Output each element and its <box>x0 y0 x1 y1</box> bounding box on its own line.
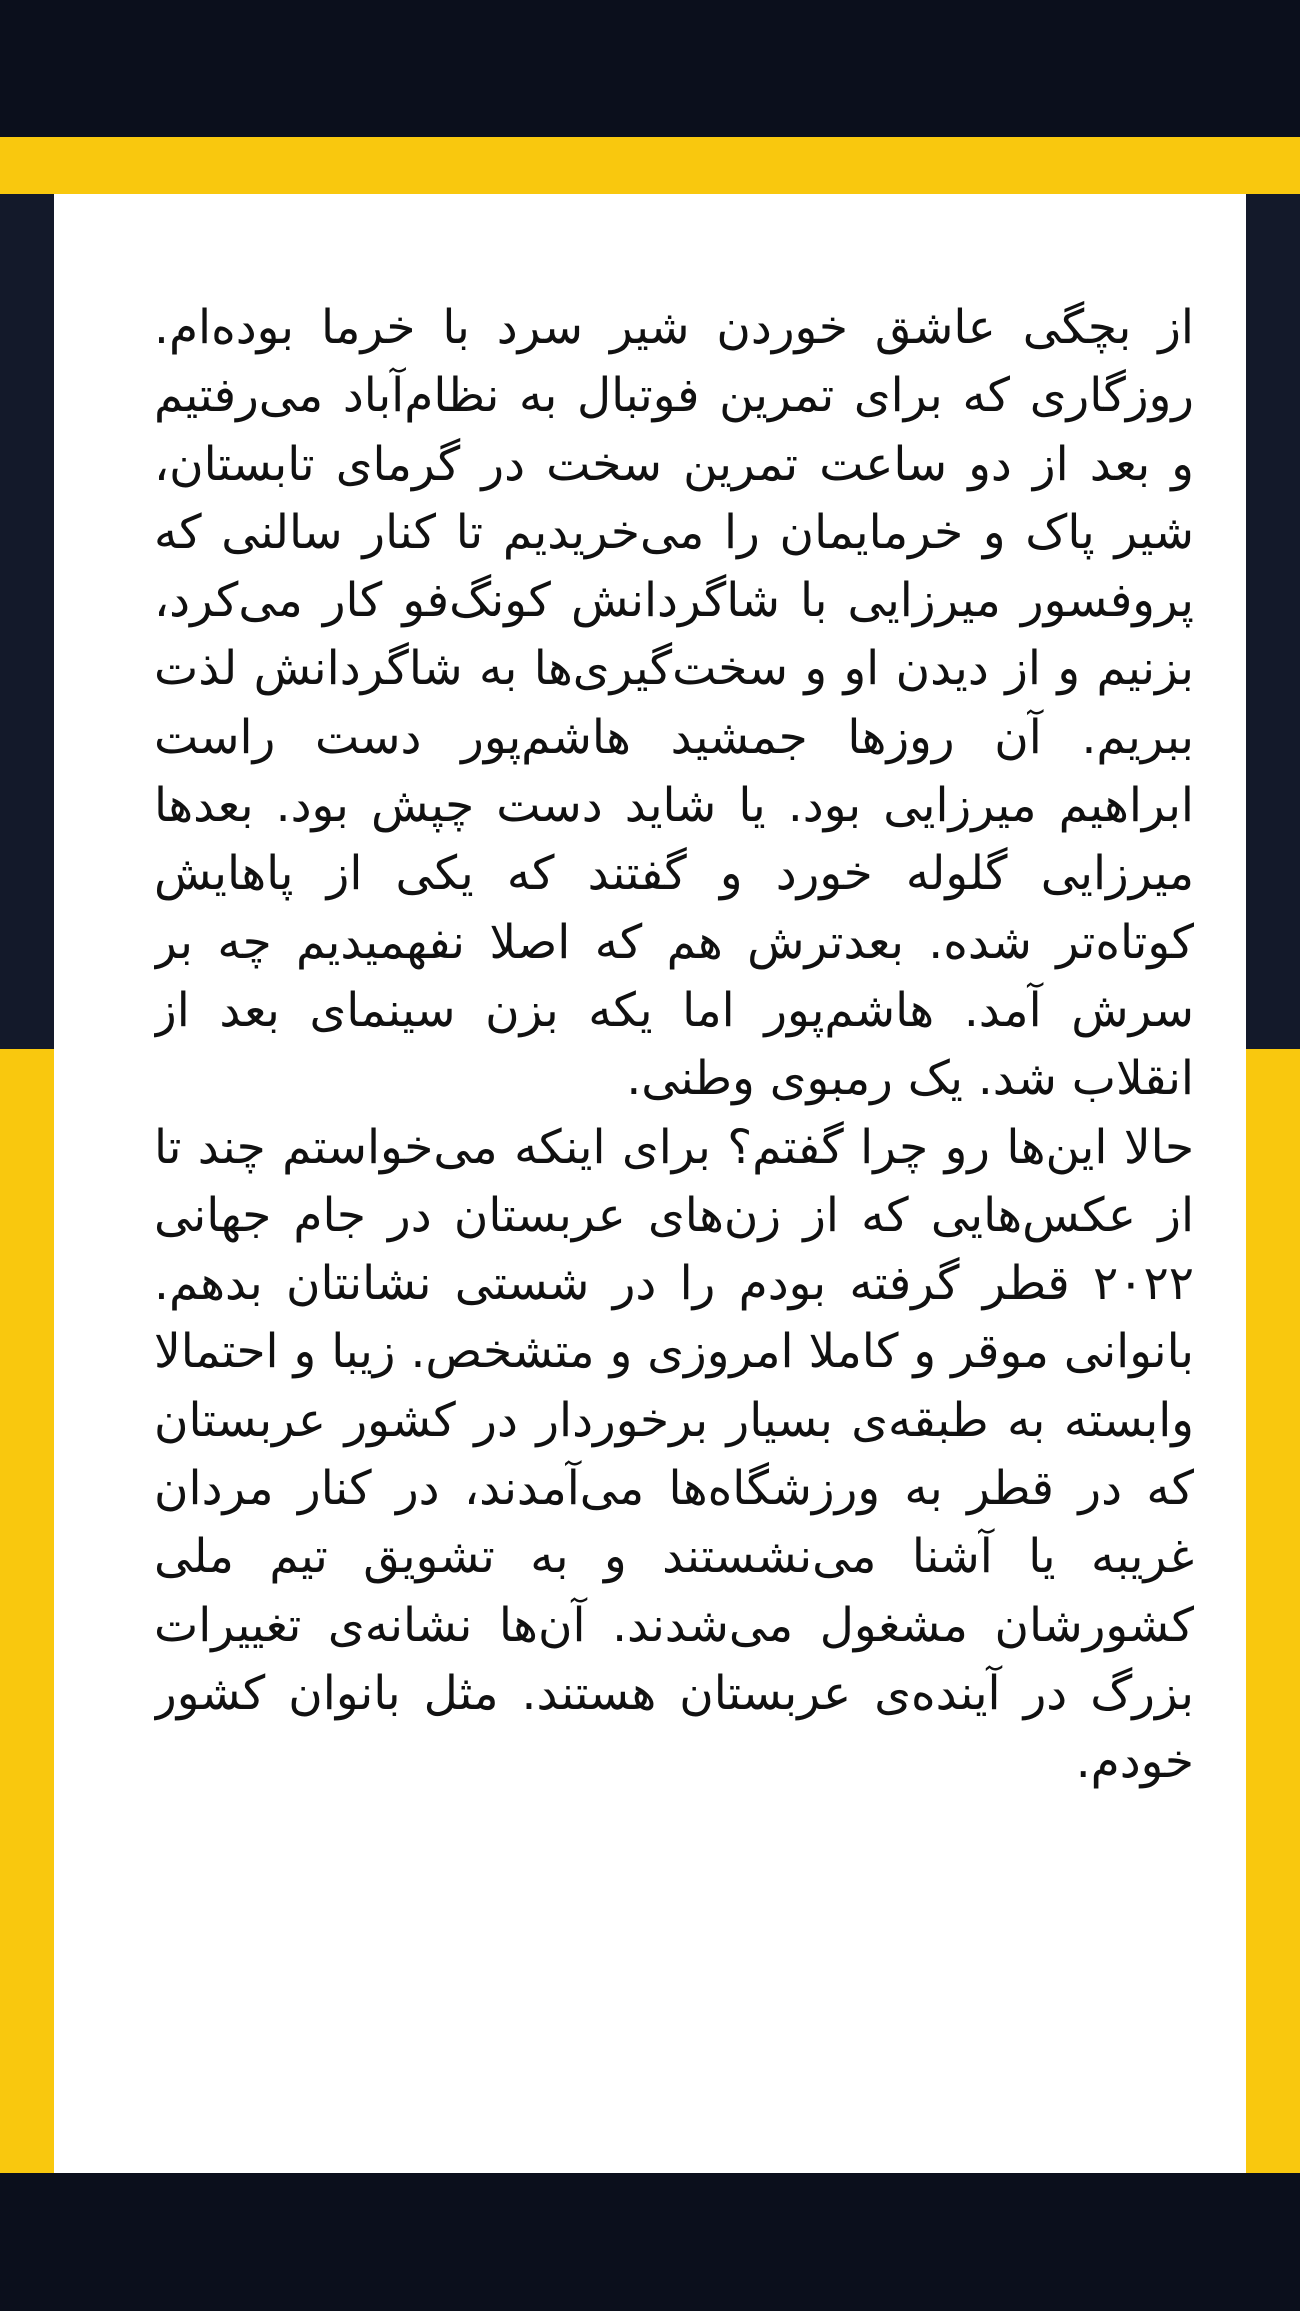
top-dark-band <box>0 0 1300 137</box>
yellow-accent-strip <box>0 137 1300 194</box>
article-paragraph-1: از بچگی عاشق خوردن شیر سرد با خرما بوده‌ام. روزگاری که برای تمرین فوتبال به نظام‌آباد می‌رفتیم و بعد از دو ساعت تمرین سخت در گرمای تابستان، شیر پاک و خرمایمان را می‌خریدیم تا کنار سالنی که پروفسور میرزایی با شاگردانش کونگ‌فو کار می‌کرد، بزنیم و از دیدن او و سخت‌گیری‌ها به شاگردانش لذت ببریم. آن روزها جمشید هاشم‌پور دست راست ابراهیم میرزایی بود. یا شاید دست چپش بود. بعدها میرزایی گلوله خورد و گفتند که یکی از پاهایش کوتاه‌تر شده. بعدترش هم که اصلا نفهمیدیم چه بر سرش آمد. هاشم‌پور اما یکه بزن سینمای بعد از انقلاب شد. یک رمبوی وطنی. <box>154 300 1194 1107</box>
article-body <box>154 294 1194 2154</box>
bottom-dark-band <box>0 2173 1300 2311</box>
article-paragraph-2: حالا این‌ها رو چرا گفتم؟ برای اینکه می‌خواستم چند تا از عکس‌هایی که از زن‌های عربستان در جام جهانی ۲۰۲۲ قطر گرفته بودم را در شستی نشانتان بدهم. بانوانی موقر و کاملا امروزی و متشخص. زیبا و احتمالا وابسته به طبقه‌ی بسیار برخوردار در کشور عربستان که در قطر به ورزشگاه‌ها می‌آمدند، در کنار مردان غریبه یا آشنا می‌نشستند و به تشویق تیم ملی کشورشان مشغول می‌شدند. آن‌ها نشانه‌ی تغییرات بزرگ در آینده‌ی عربستان هستند. مثل بانوان کشور خودم. <box>154 1119 1194 1790</box>
text-card <box>54 194 1246 2173</box>
